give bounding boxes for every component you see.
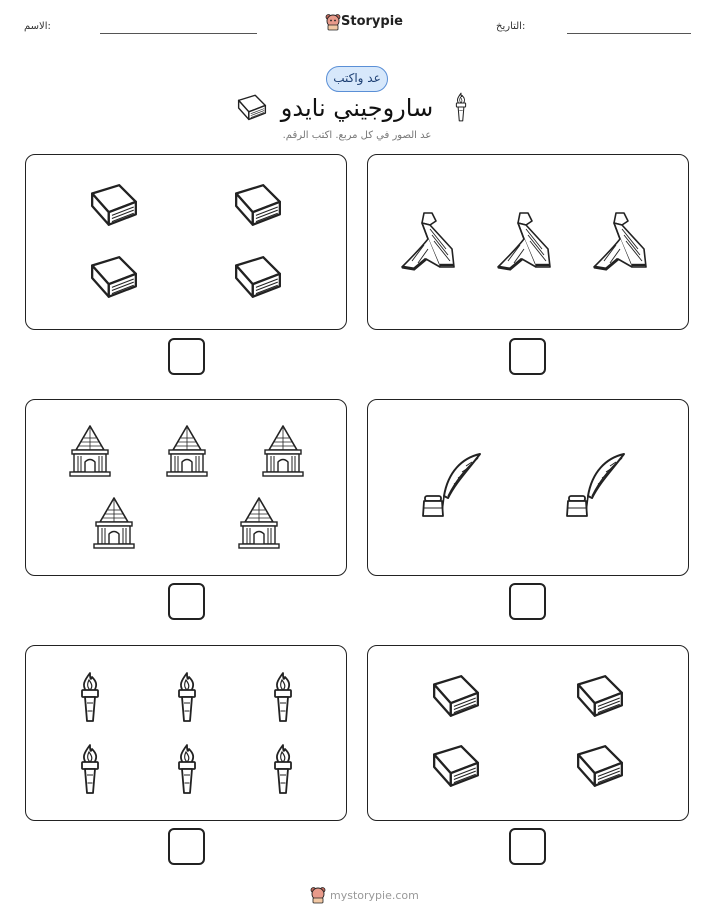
book-icon [88, 255, 140, 301]
count-panel-books-2 [367, 645, 689, 821]
answer-box-temples[interactable] [168, 583, 205, 620]
date-label: التاريخ: [496, 21, 526, 32]
answer-box-quill[interactable] [509, 583, 546, 620]
torch-icon [454, 92, 468, 122]
quill-inkpot-icon [566, 452, 630, 520]
instructions: عد الصور في كل مربع. اكتب الرقم. [282, 130, 432, 141]
torch-icon [271, 671, 295, 723]
brand-logo [325, 13, 403, 33]
torch-icon [175, 671, 199, 723]
book-icon [574, 674, 626, 720]
activity-badge: عد واكتب [326, 66, 388, 92]
count-panel-temples [25, 399, 347, 576]
saree-icon [496, 209, 552, 273]
count-panel-books [25, 154, 347, 330]
name-label: الاسم: [24, 21, 51, 32]
answer-box-books-2[interactable] [509, 828, 546, 865]
book-icon [430, 674, 482, 720]
book-icon [232, 183, 284, 229]
bear-logo-icon [325, 13, 341, 31]
torch-icon [175, 743, 199, 795]
book-icon [574, 744, 626, 790]
count-panel-saree [367, 154, 689, 330]
count-panel-torches [25, 645, 347, 821]
saree-icon [400, 209, 456, 273]
date-line[interactable] [567, 33, 691, 34]
answer-box-saree[interactable] [509, 338, 546, 375]
footer [308, 884, 418, 908]
saree-icon [592, 209, 648, 273]
brand-name: Storypie [341, 14, 403, 29]
name-line[interactable] [100, 33, 257, 34]
torch-icon [78, 671, 102, 723]
footer-url: mystorypie.com [330, 889, 419, 902]
torch-icon [271, 743, 295, 795]
temple-icon [92, 496, 136, 550]
answer-box-torches[interactable] [168, 828, 205, 865]
book-icon [232, 255, 284, 301]
temple-icon [261, 424, 305, 478]
torch-icon [78, 743, 102, 795]
answer-box-books[interactable] [168, 338, 205, 375]
quill-inkpot-icon [422, 452, 486, 520]
temple-icon [165, 424, 209, 478]
book-icon [430, 744, 482, 790]
page-title: ساروجيني نايدو [280, 94, 434, 122]
book-icon [236, 94, 268, 122]
book-icon [88, 183, 140, 229]
bear-logo-icon [310, 886, 326, 904]
temple-icon [237, 496, 281, 550]
count-panel-quill [367, 399, 689, 576]
temple-icon [68, 424, 112, 478]
